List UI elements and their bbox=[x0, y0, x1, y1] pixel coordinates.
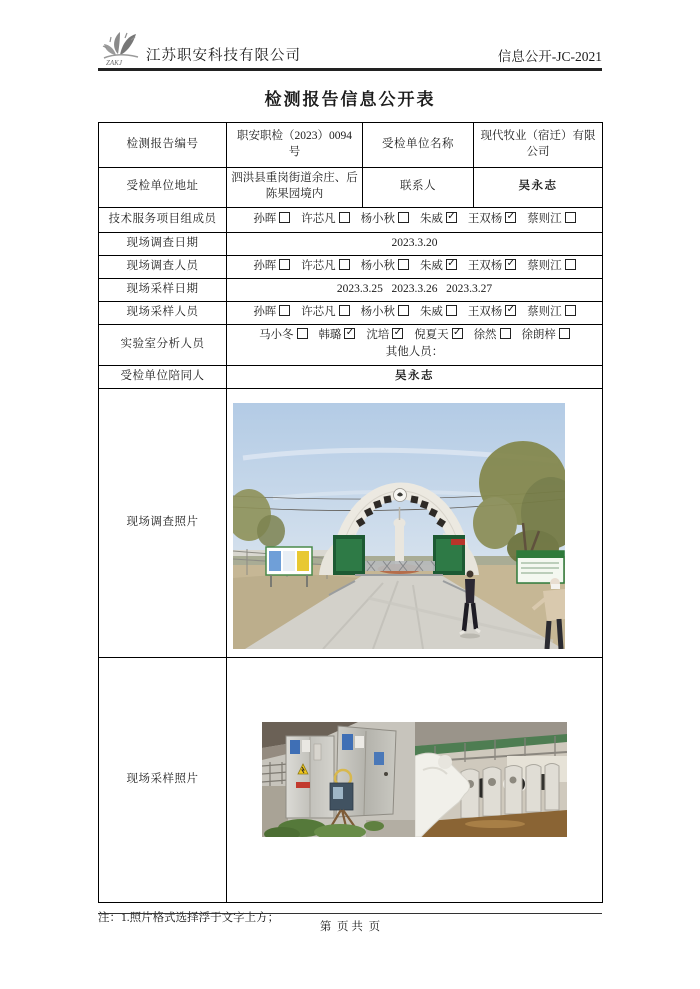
contact-label: 联系人 bbox=[363, 167, 474, 207]
person-checkbox-item bbox=[468, 213, 517, 225]
contact-value: 吴永志 bbox=[474, 167, 603, 207]
header-divider bbox=[98, 68, 602, 71]
company-logo bbox=[98, 28, 144, 68]
person-name: 朱威 bbox=[419, 305, 443, 318]
table-row bbox=[99, 167, 603, 207]
person-name: 蔡则江 bbox=[527, 259, 562, 272]
person-name: 王双杨 bbox=[467, 212, 503, 225]
lab-staff-line bbox=[231, 328, 598, 344]
person-checkbox-item bbox=[301, 213, 350, 225]
person-checkbox-item bbox=[420, 213, 457, 225]
person-checkbox-item bbox=[301, 306, 350, 318]
footnote: 注：1.照片格式选择浮于文字上方； bbox=[98, 911, 280, 924]
unit-addr-value: 泗洪县重岗街道余庄、后陈果园境内 bbox=[227, 167, 363, 207]
checkbox-icon bbox=[505, 212, 516, 223]
person-checkbox-item bbox=[318, 329, 355, 341]
person-checkbox-item bbox=[253, 213, 290, 225]
person-checkbox-item bbox=[527, 213, 576, 225]
checkbox-icon bbox=[446, 259, 457, 270]
survey-date-value: 2023.3.20 bbox=[227, 232, 603, 255]
escort-label: 受检单位陪同人 bbox=[99, 365, 227, 388]
sampling-staff-cell bbox=[227, 301, 603, 324]
person-name: 韩璐 bbox=[318, 329, 342, 342]
checkbox-icon bbox=[339, 305, 350, 316]
table-row bbox=[99, 278, 603, 301]
team-label: 技术服务项目组成员 bbox=[99, 207, 227, 232]
survey-staff-cell bbox=[227, 255, 603, 278]
checkbox-icon bbox=[565, 305, 576, 316]
page-footer bbox=[98, 913, 602, 934]
checkbox-icon bbox=[446, 305, 457, 316]
person-name: 许芯凡 bbox=[301, 259, 336, 272]
table-row bbox=[99, 324, 603, 365]
person-name: 王双杨 bbox=[467, 259, 503, 272]
sampling-staff-label: 现场采样人员 bbox=[99, 301, 227, 324]
person-name: 倪夏天 bbox=[414, 329, 449, 342]
checkbox-icon bbox=[565, 259, 576, 270]
checkbox-icon bbox=[392, 328, 403, 339]
doc-code: 信息公开-JC-2021 bbox=[497, 49, 602, 64]
survey-staff-label: 现场调查人员 bbox=[99, 255, 227, 278]
logo-text-glyph: ZAKJ bbox=[106, 59, 122, 67]
table-row bbox=[99, 657, 603, 902]
person-checkbox-item bbox=[361, 260, 410, 272]
person-name: 杨小秋 bbox=[360, 212, 396, 225]
survey-photo-label: 现场调查照片 bbox=[99, 388, 227, 657]
table-row bbox=[99, 365, 603, 388]
person-name: 蔡则江 bbox=[527, 212, 562, 225]
checkbox-icon bbox=[279, 305, 290, 316]
checkbox-icon bbox=[500, 328, 511, 339]
sampling-photos bbox=[231, 659, 598, 901]
unit-name-value: 现代牧业（宿迁）有限公司 bbox=[474, 122, 603, 167]
unit-name-label: 受检单位名称 bbox=[363, 122, 474, 167]
person-name: 马小冬 bbox=[259, 329, 294, 342]
person-checkbox-item bbox=[259, 329, 308, 341]
person-name: 杨小秋 bbox=[360, 305, 396, 318]
report-no-label: 检测报告编号 bbox=[99, 122, 227, 167]
escort-value: 吴永志 bbox=[227, 365, 603, 388]
sampling-cabinet-photo bbox=[262, 722, 415, 837]
farm-entrance-photo bbox=[233, 403, 565, 649]
person-checkbox-item bbox=[361, 306, 410, 318]
page-header bbox=[98, 28, 602, 68]
person-checkbox-item bbox=[253, 306, 290, 318]
person-checkbox-item bbox=[420, 306, 457, 318]
person-checkbox-item bbox=[361, 213, 410, 225]
logo-wheat-icon bbox=[98, 28, 144, 68]
checkbox-icon bbox=[339, 212, 350, 223]
team-members-cell bbox=[227, 207, 603, 232]
sampling-photo-label: 现场采样照片 bbox=[99, 657, 227, 902]
checkbox-icon bbox=[297, 328, 308, 339]
survey-date-label: 现场调查日期 bbox=[99, 232, 227, 255]
person-name: 沈培 bbox=[366, 329, 390, 342]
person-checkbox-item bbox=[420, 260, 457, 272]
table-row bbox=[99, 388, 603, 657]
person-checkbox-item bbox=[527, 306, 576, 318]
report-no-value: 职安职检（2023）0094 号 bbox=[227, 122, 363, 167]
checkbox-icon bbox=[505, 259, 516, 270]
person-name: 孙晖 bbox=[253, 212, 277, 225]
person-checkbox-item bbox=[414, 329, 463, 341]
person-checkbox-item bbox=[468, 306, 517, 318]
person-name: 杨小秋 bbox=[360, 259, 396, 272]
person-checkbox-item bbox=[301, 260, 350, 272]
table-row bbox=[99, 207, 603, 232]
checkbox-icon bbox=[398, 259, 409, 270]
checkbox-icon bbox=[398, 212, 409, 223]
checkbox-icon bbox=[398, 305, 409, 316]
person-checkbox-item bbox=[527, 260, 576, 272]
table-row bbox=[99, 255, 603, 278]
lab-staff-label: 实验室分析人员 bbox=[99, 324, 227, 365]
checkbox-icon bbox=[339, 259, 350, 270]
person-name: 朱威 bbox=[419, 212, 443, 225]
survey-photo bbox=[233, 403, 565, 649]
disclosure-table bbox=[98, 122, 603, 903]
checkbox-icon bbox=[279, 259, 290, 270]
unit-addr-label: 受检单位地址 bbox=[99, 167, 227, 207]
checkbox-icon bbox=[565, 212, 576, 223]
lab-staff-cell bbox=[227, 324, 603, 365]
person-checkbox-item bbox=[366, 329, 403, 341]
survey-photo-cell bbox=[227, 388, 603, 657]
person-checkbox-item bbox=[468, 260, 517, 272]
page-title: 检测报告信息公开表 bbox=[264, 89, 436, 109]
person-name: 王双杨 bbox=[467, 305, 503, 318]
other-personnel-label: 其他人员： bbox=[385, 346, 444, 358]
person-name: 朱威 bbox=[419, 259, 443, 272]
checkbox-icon bbox=[559, 328, 570, 339]
person-checkbox-item bbox=[253, 260, 290, 272]
person-name: 孙晖 bbox=[253, 305, 277, 318]
person-name: 孙晖 bbox=[253, 259, 277, 272]
sampling-date-label: 现场采样日期 bbox=[99, 278, 227, 301]
checkbox-icon bbox=[505, 305, 516, 316]
document-page bbox=[98, 28, 602, 925]
sampling-cowshed-photo bbox=[415, 722, 567, 837]
person-name: 徐然 bbox=[473, 329, 497, 342]
company-name: 江苏职安科技有限公司 bbox=[146, 48, 301, 64]
person-checkbox-item bbox=[521, 329, 570, 341]
sampling-date-value: 2023.3.25 2023.3.26 2023.3.27 bbox=[227, 278, 603, 301]
table-row bbox=[99, 301, 603, 324]
person-name: 徐朗梓 bbox=[521, 329, 556, 342]
checkbox-icon bbox=[446, 212, 457, 223]
table-row bbox=[99, 232, 603, 255]
person-checkbox-item bbox=[474, 329, 511, 341]
person-name: 许芯凡 bbox=[301, 212, 336, 225]
page-number-text: 第 页 共 页 bbox=[319, 921, 381, 933]
table-row bbox=[99, 122, 603, 167]
person-name: 许芯凡 bbox=[301, 305, 336, 318]
checkbox-icon bbox=[344, 328, 355, 339]
checkbox-icon bbox=[279, 212, 290, 223]
person-name: 蔡则江 bbox=[527, 305, 562, 318]
checkbox-icon bbox=[452, 328, 463, 339]
sampling-photo-cell bbox=[227, 657, 603, 902]
